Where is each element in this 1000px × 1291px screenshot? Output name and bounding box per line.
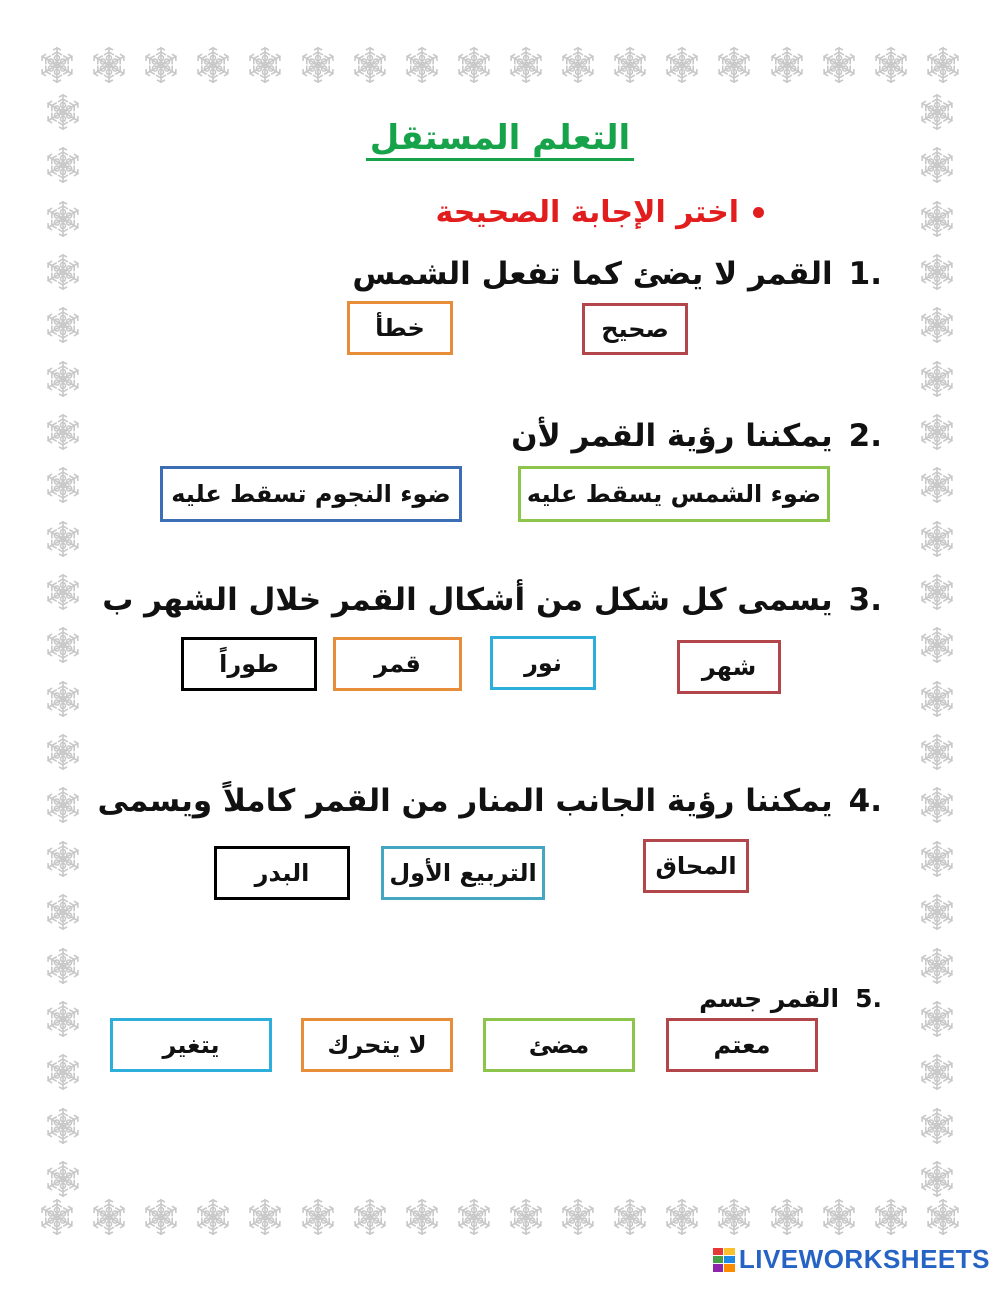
question-4 — [98, 783, 883, 819]
snowflake-icon — [915, 1157, 959, 1201]
option-q5-4[interactable]: يتغير — [110, 1018, 272, 1072]
instruction — [436, 195, 764, 230]
snowflake-icon — [348, 43, 392, 87]
snowflake-icon — [87, 1195, 131, 1239]
option-q3-2[interactable]: نور — [490, 636, 596, 690]
frame-left — [38, 90, 88, 1201]
question-number: 5. — [855, 984, 882, 1013]
logo-mark-icon — [713, 1248, 735, 1272]
snowflake-icon — [712, 1195, 756, 1239]
snowflake-icon — [712, 43, 756, 87]
snowflake-icon — [296, 1195, 340, 1239]
snowflake-icon — [765, 1195, 809, 1239]
snowflake-icon — [915, 410, 959, 454]
logo-text: LIVEWORKSHEETS — [738, 1244, 990, 1274]
snowflake-icon — [915, 890, 959, 934]
snowflake-icon — [41, 944, 85, 988]
snowflake-icon — [41, 197, 85, 241]
snowflake-icon — [191, 1195, 235, 1239]
worksheet-title — [0, 118, 1000, 158]
bullet-icon — [753, 207, 764, 218]
snowflake-icon — [608, 1195, 652, 1239]
question-text: يمكننا رؤية القمر لأن — [511, 418, 833, 454]
snowflake-icon — [817, 43, 861, 87]
snowflake-icon — [41, 997, 85, 1041]
snowflake-icon — [765, 43, 809, 87]
option-q2-1[interactable]: ضوء الشمس يسقط عليه — [518, 466, 830, 522]
snowflake-icon — [191, 43, 235, 87]
question-number: 4. — [848, 783, 882, 819]
snowflake-icon — [915, 623, 959, 667]
snowflake-icon — [660, 43, 704, 87]
option-q3-4[interactable]: طوراً — [181, 637, 317, 691]
snowflake-icon — [915, 1050, 959, 1094]
snowflake-icon — [915, 677, 959, 721]
option-q5-1[interactable]: معتم — [666, 1018, 818, 1072]
option-q4-2[interactable]: التربيع الأول — [381, 846, 545, 900]
snowflake-icon — [41, 517, 85, 561]
snowflake-icon — [504, 43, 548, 87]
question-number: 2. — [848, 418, 882, 454]
question-text: القمر لا يضئ كما تفعل الشمس — [352, 256, 833, 292]
snowflake-icon — [41, 1104, 85, 1148]
frame-bottom — [35, 1192, 965, 1242]
snowflake-icon — [348, 1195, 392, 1239]
snowflake-icon — [915, 357, 959, 401]
snowflake-icon — [41, 783, 85, 827]
snowflake-icon — [660, 1195, 704, 1239]
snowflake-icon — [41, 677, 85, 721]
question-number: 1. — [848, 256, 882, 292]
snowflake-icon — [915, 837, 959, 881]
question-text: يسمى كل شكل من أشكال القمر خلال الشهر ب — [102, 582, 833, 618]
option-q5-3[interactable]: لا يتحرك — [301, 1018, 453, 1072]
snowflake-icon — [452, 43, 496, 87]
snowflake-icon — [915, 570, 959, 614]
worksheet-title-text: التعلم المستقل — [366, 118, 634, 161]
snowflake-icon — [400, 1195, 444, 1239]
snowflake-icon — [921, 43, 965, 87]
snowflake-icon — [41, 890, 85, 934]
snowflake-icon — [400, 43, 444, 87]
snowflake-icon — [41, 303, 85, 347]
snowflake-icon — [452, 1195, 496, 1239]
instruction-text: اختر الإجابة الصحيحة — [435, 195, 739, 230]
snowflake-icon — [41, 410, 85, 454]
snowflake-icon — [243, 1195, 287, 1239]
snowflake-icon — [41, 730, 85, 774]
snowflake-icon — [608, 43, 652, 87]
snowflake-icon — [869, 43, 913, 87]
snowflake-icon — [41, 623, 85, 667]
option-q2-2[interactable]: ضوء النجوم تسقط عليه — [160, 466, 462, 522]
snowflake-icon — [915, 517, 959, 561]
snowflake-icon — [41, 357, 85, 401]
question-text: يمكننا رؤية الجانب المنار من القمر كاملاً ويسمى — [97, 783, 833, 819]
question-text: القمر جسم — [699, 984, 840, 1013]
snowflake-icon — [915, 197, 959, 241]
snowflake-icon — [41, 1157, 85, 1201]
snowflake-icon — [915, 783, 959, 827]
question-5 — [699, 984, 882, 1013]
option-q3-1[interactable]: شهر — [677, 640, 781, 694]
snowflake-icon — [35, 43, 79, 87]
frame-right — [912, 90, 962, 1201]
question-2 — [511, 418, 882, 454]
snowflake-icon — [915, 730, 959, 774]
question-number: 3. — [848, 582, 882, 618]
snowflake-icon — [41, 837, 85, 881]
snowflake-icon — [504, 1195, 548, 1239]
snowflake-icon — [921, 1195, 965, 1239]
snowflake-icon — [41, 570, 85, 614]
snowflake-icon — [915, 463, 959, 507]
snowflake-icon — [139, 1195, 183, 1239]
option-q4-1[interactable]: المحاق — [643, 839, 749, 893]
snowflake-icon — [869, 1195, 913, 1239]
option-q3-3[interactable]: قمر — [333, 637, 462, 691]
snowflake-icon — [296, 43, 340, 87]
snowflake-icon — [556, 1195, 600, 1239]
frame-top — [35, 40, 965, 90]
snowflake-icon — [41, 250, 85, 294]
snowflake-icon — [41, 463, 85, 507]
snowflake-icon — [817, 1195, 861, 1239]
snowflake-icon — [915, 1104, 959, 1148]
snowflake-icon — [915, 250, 959, 294]
snowflake-icon — [915, 997, 959, 1041]
option-q1-1[interactable]: صحيح — [582, 303, 688, 355]
question-1 — [352, 256, 882, 292]
option-q5-2[interactable]: مضئ — [483, 1018, 635, 1072]
question-3 — [102, 582, 882, 618]
snowflake-icon — [556, 43, 600, 87]
snowflake-icon — [243, 43, 287, 87]
snowflake-icon — [41, 1050, 85, 1094]
snowflake-icon — [139, 43, 183, 87]
liveworksheets-logo — [713, 1244, 990, 1275]
option-q1-2[interactable]: خطأ — [347, 301, 453, 355]
snowflake-icon — [915, 303, 959, 347]
snowflake-icon — [87, 43, 131, 87]
snowflake-icon — [35, 1195, 79, 1239]
snowflake-icon — [915, 944, 959, 988]
option-q4-3[interactable]: البدر — [214, 846, 350, 900]
